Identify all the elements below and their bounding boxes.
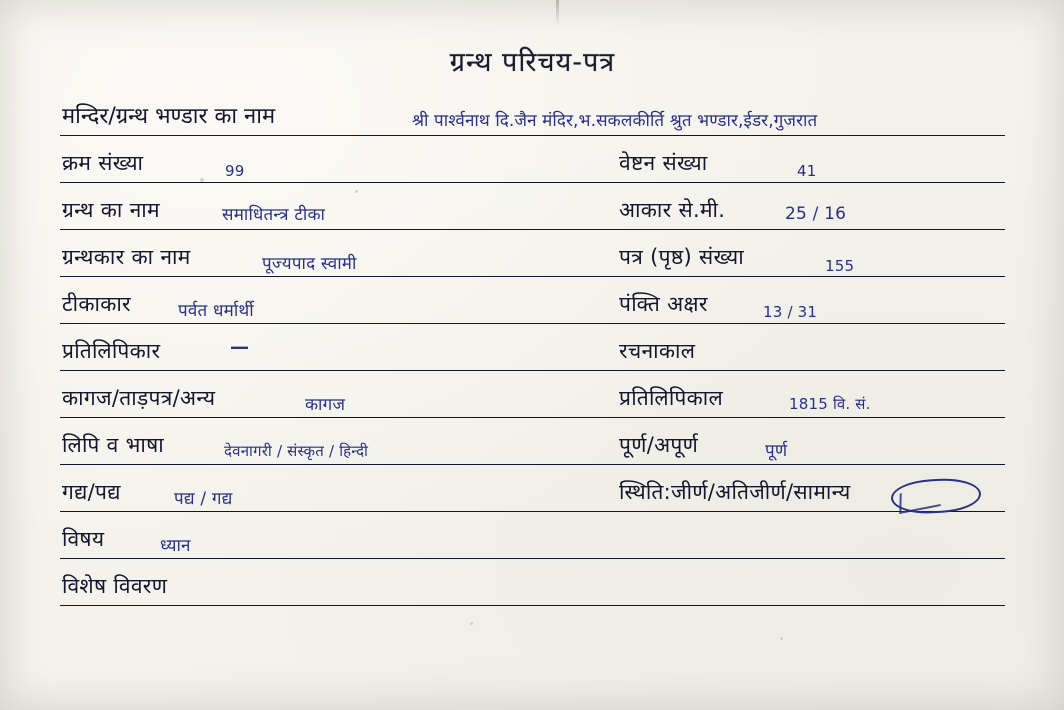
row-material-copydate bbox=[60, 371, 1005, 418]
label-commentator: टीकाकार bbox=[62, 292, 131, 316]
label-serial-number: क्रम संख्या bbox=[62, 151, 144, 175]
field-folio-count bbox=[617, 233, 1005, 277]
field-commentator bbox=[60, 280, 617, 324]
field-serial-number bbox=[60, 139, 617, 183]
field-library-name bbox=[60, 92, 1005, 136]
value-size-cm: 25 / 16 bbox=[785, 204, 847, 224]
field-prose-verse bbox=[60, 468, 617, 512]
value-material: कागज bbox=[305, 395, 346, 415]
label-copy-date: प्रतिलिपिकाल bbox=[619, 386, 724, 410]
label-special-remarks: विशेष विवरण bbox=[62, 574, 168, 598]
page-title: ग्रन्थ परिचय-पत्र bbox=[449, 47, 616, 78]
label-prose-verse: गद्य/पद्य bbox=[62, 480, 121, 504]
field-subject bbox=[60, 515, 1005, 559]
value-wrapper-number: 41 bbox=[797, 162, 817, 180]
field-manuscript-title bbox=[60, 186, 617, 230]
label-material: कागज/ताड़पत्र/अन्य bbox=[62, 386, 216, 410]
row-special-remarks bbox=[60, 559, 1005, 606]
value-author-name: पूज्यपाद स्वामी bbox=[262, 254, 357, 274]
label-folio-count: पत्र (पृष्ठ) संख्या bbox=[619, 245, 744, 269]
value-scribe: — bbox=[230, 336, 249, 358]
row-script-completeness bbox=[60, 418, 1005, 465]
field-composition-date bbox=[617, 327, 1005, 371]
field-completeness bbox=[617, 421, 1005, 465]
paper-speck bbox=[780, 637, 783, 640]
row-commentator-lines bbox=[60, 277, 1005, 324]
row-title-size bbox=[60, 183, 1005, 230]
value-commentator: पर्वत धर्मार्थी bbox=[178, 301, 254, 321]
value-manuscript-title: समाधितन्त्र टीका bbox=[222, 205, 326, 225]
label-wrapper-number: वेष्टन संख्या bbox=[619, 151, 708, 175]
field-special-remarks bbox=[60, 562, 1005, 606]
label-author-name: ग्रन्थकार का नाम bbox=[62, 245, 191, 269]
label-scribe: प्रतिलिपिकार bbox=[62, 339, 161, 363]
value-prose-verse: पद्य / गद्य bbox=[174, 489, 233, 509]
row-scribe-composition bbox=[60, 324, 1005, 371]
label-subject: विषय bbox=[62, 527, 105, 551]
label-lines-letters: पंक्ति अक्षर bbox=[619, 292, 708, 316]
field-condition bbox=[617, 468, 1005, 512]
value-serial-number: 99 bbox=[225, 162, 245, 180]
field-lines-letters bbox=[617, 280, 1005, 324]
field-script-language bbox=[60, 421, 617, 465]
row-library-name bbox=[60, 89, 1005, 136]
field-copy-date bbox=[617, 374, 1005, 418]
label-completeness: पूर्ण/अपूर्ण bbox=[619, 433, 699, 457]
value-script-language: देवनागरी / संस्कृत / हिन्दी bbox=[224, 442, 369, 460]
field-author-name bbox=[60, 233, 617, 277]
value-copy-date: 1815 वि. सं. bbox=[789, 395, 871, 413]
row-subject bbox=[60, 512, 1005, 559]
label-script-language: लिपि व भाषा bbox=[62, 433, 164, 457]
label-condition: स्थिति:जीर्ण/अतिजीर्ण/सामान्य bbox=[619, 480, 851, 504]
label-size-cm: आकार से.मी. bbox=[619, 198, 726, 222]
value-completeness: पूर्ण bbox=[765, 441, 788, 461]
row-serial-wrapper bbox=[60, 136, 1005, 183]
field-material bbox=[60, 374, 617, 418]
row-author-folios bbox=[60, 230, 1005, 277]
scan-seam bbox=[556, 0, 559, 26]
value-folio-count: 155 bbox=[825, 257, 855, 275]
value-library-name: श्री पार्श्वनाथ दि.जैन मंदिर,भ.सकलकीर्ति श्रुत भण्डार,ईडर,गुजरात bbox=[412, 111, 818, 131]
label-composition-date: रचनाकाल bbox=[619, 339, 696, 363]
condition-selection-mark bbox=[890, 477, 982, 516]
value-subject: ध्यान bbox=[160, 536, 191, 556]
value-lines-letters: 13 / 31 bbox=[763, 303, 818, 321]
row-prose-condition bbox=[60, 465, 1005, 512]
field-scribe bbox=[60, 327, 617, 371]
field-wrapper-number bbox=[617, 139, 1005, 183]
label-library-name: मन्दिर/ग्रन्थ भण्डार का नाम bbox=[62, 104, 276, 129]
label-manuscript-title: ग्रन्थ का नाम bbox=[62, 198, 160, 222]
form-body bbox=[60, 26, 1005, 626]
field-size-cm bbox=[617, 186, 1005, 230]
